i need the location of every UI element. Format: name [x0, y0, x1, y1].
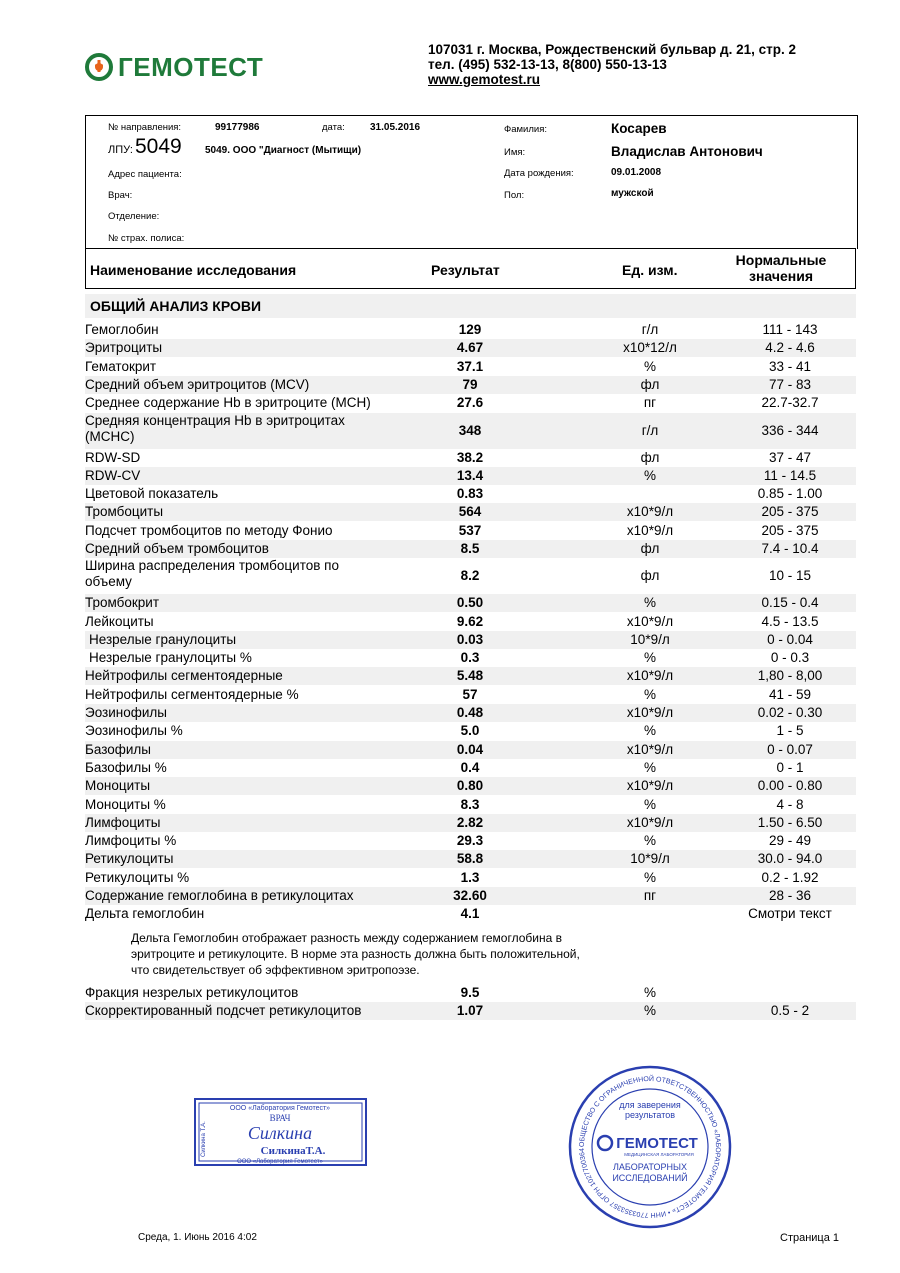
patient-info-box	[85, 115, 858, 249]
table-row	[85, 594, 856, 612]
row-unit: фл	[640, 377, 660, 392]
row-name	[85, 340, 162, 356]
row-name-line: Скорректированный подсчет ретикулоцитов	[85, 1003, 362, 1018]
table-row	[85, 796, 856, 814]
results-table-header	[85, 248, 856, 289]
row-unit: %	[643, 687, 656, 702]
row-norm: 0.2 - 1.92	[761, 870, 819, 885]
row-unit: %	[643, 359, 656, 374]
lpu-number: 5049	[135, 135, 182, 158]
row-name	[85, 395, 371, 411]
row-result: 0.80	[456, 778, 484, 793]
row-name-line: Лимфоциты %	[85, 833, 177, 848]
logo-text: ГЕМОТЕСТ	[118, 51, 264, 82]
row-norm: 336 - 344	[761, 423, 819, 438]
row-name	[85, 705, 167, 721]
row-result: 2.82	[456, 815, 484, 830]
row-unit: x10*9/л	[626, 523, 674, 538]
row-name-line: Нейтрофилы сегментоядерные	[85, 668, 283, 683]
stamp-top-text: ООО «Лаборатория Гемотест»	[229, 1105, 331, 1112]
row-unit: %	[643, 723, 656, 738]
row-unit: x10*9/л	[626, 705, 674, 720]
row-norm: Смотри текст	[748, 906, 832, 921]
table-row	[85, 777, 856, 795]
table-row	[85, 449, 856, 467]
row-result: 5.48	[456, 668, 484, 683]
stamp-line1: для заверения	[619, 1100, 681, 1110]
lab-round-stamp	[567, 1064, 733, 1230]
table-row	[85, 376, 856, 394]
row-name-line: RDW-SD	[85, 450, 141, 465]
row-name-line: Содержание гемоглобина в ретикулоцитах	[85, 888, 354, 903]
date-value: 31.05.2016	[370, 122, 421, 133]
row-norm: 0.00 - 0.80	[757, 778, 823, 793]
stamp-ring-text: ОБЩЕСТВО С ОГРАНИЧЕННОЙ ОТВЕТСТВЕННОСТЬЮ «ЛАБОРАТОРИЯ ГЕМОТЕСТ» • ИНН 7703353357 ОГРН 1027700364	[578, 1075, 722, 1219]
row-name	[85, 377, 309, 393]
row-norm: 111 - 143	[762, 322, 818, 337]
row-name	[85, 668, 283, 684]
row-result: 0.04	[456, 742, 484, 757]
row-norm: 4 - 8	[776, 797, 804, 812]
row-result: 8.2	[460, 568, 480, 583]
row-unit: фл	[640, 541, 660, 556]
row-unit: %	[643, 650, 656, 665]
logo-icon	[84, 52, 114, 82]
row-norm: 0.85 - 1.00	[757, 486, 823, 501]
table-row	[85, 667, 856, 685]
row-norm: 10 - 15	[768, 568, 812, 583]
doctor-stamp	[193, 1097, 368, 1167]
row-name-line: Подсчет тромбоцитов по методу Фонио	[85, 523, 333, 538]
surname-value: Косарев	[611, 121, 667, 136]
row-unit: пг	[643, 395, 657, 410]
row-name	[85, 1003, 361, 1019]
company-logo	[84, 50, 274, 84]
row-result: 537	[458, 523, 482, 538]
row-unit: пг	[643, 888, 657, 903]
row-name	[85, 870, 189, 886]
section-title: ОБЩИЙ АНАЛИЗ КРОВИ	[90, 298, 262, 314]
row-norm: 1,80 - 8,00	[757, 668, 823, 683]
insurance-label: № страх. полиса:	[108, 233, 185, 244]
table-row	[85, 631, 856, 649]
lpu-name: 5049. ООО "Диагност (Мытищи)	[205, 145, 362, 156]
row-result: 0.83	[456, 486, 484, 501]
lpu-label: ЛПУ:	[108, 144, 133, 156]
row-name	[85, 595, 159, 611]
row-name-line: Тромбоциты	[85, 504, 164, 519]
dob-value: 09.01.2008	[611, 167, 662, 178]
table-row	[85, 394, 856, 412]
row-unit: x10*9/л	[626, 668, 674, 683]
row-norm: 0.5 - 2	[770, 1003, 810, 1018]
row-name-line: объему	[85, 574, 132, 589]
row-name-line: Эритроциты	[85, 340, 163, 355]
row-name-line: Базофилы %	[85, 760, 167, 775]
name-value: Владислав Антонович	[611, 144, 763, 159]
row-norm: 205 - 375	[761, 523, 819, 538]
row-result: 38.2	[456, 450, 484, 465]
referral-label: № направления:	[108, 122, 182, 133]
row-name-line: Среднее содержание Hb в эритроците (MCH)	[85, 395, 371, 410]
row-result: 9.62	[456, 614, 484, 629]
row-name-line: Гемоглобин	[85, 322, 159, 337]
row-name	[85, 888, 354, 904]
row-norm: 0 - 0.04	[767, 632, 813, 647]
row-norm: 0 - 1	[776, 760, 804, 775]
row-name-line: Ретикулоциты %	[85, 870, 190, 885]
surname-label: Фамилия:	[504, 124, 547, 135]
table-row	[85, 905, 856, 923]
row-name	[85, 851, 173, 867]
row-result: 0.48	[456, 705, 484, 720]
row-name	[85, 322, 159, 338]
table-row	[85, 339, 856, 357]
row-result: 348	[458, 423, 482, 438]
row-unit: x10*9/л	[626, 504, 674, 519]
row-norm: 41 - 59	[768, 687, 812, 702]
table-row	[85, 649, 856, 667]
row-result: 8.3	[460, 797, 480, 812]
row-name	[85, 778, 150, 794]
row-result: 0.50	[456, 595, 484, 610]
date-label: дата:	[322, 122, 345, 133]
row-unit: 10*9/л	[630, 632, 670, 647]
row-result: 8.5	[460, 541, 480, 556]
address-label: Адрес пациента:	[108, 169, 182, 180]
row-norm: 4.2 - 4.6	[765, 340, 815, 355]
row-name-line: Ширина распределения тромбоцитов по	[85, 558, 339, 573]
stamp-side-text: Силкина Т.А.	[201, 1121, 207, 1157]
row-norm: 22.7-32.7	[761, 395, 819, 410]
row-unit: x10*12/л	[623, 340, 677, 355]
row-result: 564	[458, 504, 482, 519]
row-norm: 205 - 375	[761, 504, 819, 519]
row-name-line: Базофилы	[85, 742, 151, 757]
row-name-line: Эозинофилы	[85, 705, 167, 720]
row-unit: %	[643, 1003, 656, 1018]
table-row	[85, 413, 856, 449]
row-unit: %	[643, 797, 656, 812]
stamp-line2: результатов	[624, 1110, 676, 1120]
row-name	[85, 359, 156, 375]
table-row	[85, 613, 856, 631]
website-link[interactable]: www.gemotest.ru	[428, 72, 541, 87]
table-row	[85, 722, 856, 740]
row-unit: x10*9/л	[626, 815, 674, 830]
row-name	[85, 815, 160, 831]
row-unit: x10*9/л	[626, 742, 674, 757]
row-norm: 28 - 36	[768, 888, 812, 903]
row-result: 9.5	[460, 985, 480, 1000]
row-unit: %	[643, 760, 656, 775]
row-result: 1.3	[460, 870, 480, 885]
row-name-line: Нейтрофилы сегментоядерные %	[85, 687, 299, 702]
table-row	[85, 540, 856, 558]
stamp-line4: ИССЛЕДОВАНИЙ	[612, 1173, 688, 1183]
name-label: Имя:	[504, 147, 526, 158]
row-name-line: Ретикулоциты	[85, 851, 174, 866]
table-row	[85, 467, 856, 485]
col-norm-header	[731, 252, 831, 284]
row-name-line: (MCHC)	[85, 429, 135, 444]
print-date: Среда, 1. Июнь 2016 4:02	[138, 1232, 257, 1243]
row-result: 0.3	[460, 650, 480, 665]
row-norm: 1 - 5	[776, 723, 804, 738]
row-unit: %	[643, 595, 656, 610]
row-unit: x10*9/л	[626, 614, 674, 629]
col-norm-line2: значения	[749, 268, 813, 284]
table-row	[85, 686, 856, 704]
row-norm: 77 - 83	[768, 377, 812, 392]
table-row	[85, 984, 856, 1002]
row-result: 29.3	[456, 833, 484, 848]
row-name-line: Фракция незрелых ретикулоцитов	[85, 985, 299, 1000]
row-name-line: Дельта гемоглобин	[85, 906, 205, 921]
table-row	[85, 321, 856, 339]
col-norm-line1: Нормальные	[735, 252, 827, 268]
stamp-name: СилкинаТ.А.	[260, 1145, 326, 1157]
row-name	[85, 742, 151, 758]
row-name-line: Тромбокрит	[85, 595, 160, 610]
row-unit: %	[643, 985, 656, 1000]
sex-value: мужской	[611, 188, 654, 199]
row-norm: 37 - 47	[768, 450, 812, 465]
row-name	[85, 523, 333, 539]
row-name-line: Средний объем тромбоцитов	[85, 541, 269, 556]
row-result: 4.67	[456, 340, 484, 355]
row-name-line: Моноциты	[85, 778, 151, 793]
row-result: 129	[458, 322, 482, 337]
table-row	[85, 869, 856, 887]
row-name	[85, 833, 176, 849]
row-name	[85, 486, 218, 502]
row-result: 32.60	[453, 888, 487, 903]
col-unit-header: Ед. изм.	[622, 262, 678, 278]
row-norm: 11 - 14.5	[763, 468, 817, 483]
row-name-line: Эозинофилы %	[85, 723, 183, 738]
row-unit: %	[643, 870, 656, 885]
row-name-line: Цветовой показатель	[85, 486, 219, 501]
row-name	[85, 985, 298, 1001]
table-row	[85, 558, 856, 594]
row-name	[85, 504, 163, 520]
row-unit: г/л	[641, 322, 659, 337]
row-unit: фл	[640, 450, 660, 465]
row-result: 57	[462, 687, 478, 702]
row-name-line: Средний объем эритроцитов (MCV)	[85, 377, 310, 392]
doctor-label: Врач:	[108, 190, 133, 201]
phone-line: тел. (495) 532-13-13, 8(800) 550-13-13	[428, 57, 667, 72]
col-result-header: Результат	[431, 262, 500, 278]
table-row	[85, 814, 856, 832]
table-row	[85, 741, 856, 759]
row-unit: г/л	[641, 423, 659, 438]
table-row	[85, 759, 856, 777]
row-norm: 1.50 - 6.50	[757, 815, 823, 830]
row-name	[85, 614, 154, 630]
row-name	[85, 468, 140, 484]
row-name-line: Гематокрит	[85, 359, 157, 374]
row-result: 37.1	[456, 359, 484, 374]
table-row	[85, 503, 856, 521]
row-norm: 30.0 - 94.0	[757, 851, 823, 866]
row-name	[85, 723, 183, 739]
table-row	[85, 850, 856, 868]
stamp-brand-sub: МЕДИЦИНСКАЯ ЛАБОРАТОРИЯ	[624, 1152, 694, 1157]
row-result: 4.1	[460, 906, 480, 921]
row-norm: 0.15 - 0.4	[761, 595, 819, 610]
stamp-bottom-text: ООО «Лаборатория Гемотест»	[237, 1159, 323, 1165]
stamp-signature: Силкина	[247, 1123, 313, 1143]
row-norm: 7.4 - 10.4	[761, 541, 819, 556]
row-name-line: Незрелые гранулоциты %	[89, 650, 252, 665]
row-result: 58.8	[456, 851, 484, 866]
row-unit: фл	[640, 568, 660, 583]
row-result: 5.0	[460, 723, 480, 738]
sex-label: Пол:	[504, 190, 525, 201]
row-name	[85, 558, 339, 590]
row-norm: 0.02 - 0.30	[757, 705, 823, 720]
row-name	[89, 650, 252, 666]
row-unit: %	[643, 833, 656, 848]
row-norm: 4.5 - 13.5	[761, 614, 819, 629]
table-row	[85, 522, 856, 540]
row-name	[85, 450, 140, 466]
stamp-line3: ЛАБОРАТОРНЫХ	[613, 1162, 687, 1172]
table-row	[85, 485, 856, 503]
row-result: 79	[462, 377, 478, 392]
row-name-line: RDW-CV	[85, 468, 141, 483]
row-name-line: Моноциты %	[85, 797, 166, 812]
row-unit: 10*9/л	[630, 851, 670, 866]
table-row	[85, 1002, 856, 1020]
row-norm: 0 - 0.07	[767, 742, 813, 757]
table-row	[85, 704, 856, 722]
row-result: 1.07	[456, 1003, 484, 1018]
dob-label: Дата рождения:	[504, 168, 574, 179]
col-name-header: Наименование исследования	[90, 262, 297, 278]
row-norm: 29 - 49	[768, 833, 812, 848]
row-name	[85, 760, 167, 776]
department-label: Отделение:	[108, 211, 160, 222]
page-number: Страница 1	[780, 1232, 840, 1244]
row-name-line: Средняя концентрация Hb в эритроцитах	[85, 413, 345, 428]
referral-value: 99177986	[215, 122, 260, 133]
row-name-line: Лейкоциты	[85, 614, 154, 629]
row-name-line: Лимфоциты	[85, 815, 161, 830]
row-unit: %	[643, 468, 656, 483]
address-line: 107031 г. Москва, Рождественский бульвар д. 21, стр. 2	[428, 42, 796, 57]
delta-note: Дельта Гемоглобин отображает разность между содержанием гемоглобина в эритроците и ретикулоците. В норме эта разность должна быть положительной, что свидетельствует об эффективном эритропоэзе.	[131, 931, 580, 977]
row-name	[85, 413, 345, 445]
row-result: 0.03	[456, 632, 484, 647]
table-row	[85, 832, 856, 850]
row-norm: 0 - 0.3	[770, 650, 810, 665]
stamp-brand: ГЕМОТЕСТ	[616, 1135, 698, 1152]
row-result: 0.4	[460, 760, 480, 775]
table-row	[85, 887, 856, 905]
table-row	[85, 358, 856, 376]
stamp-title: ВРАЧ	[269, 1113, 291, 1123]
company-address	[428, 42, 796, 87]
row-name	[85, 906, 204, 922]
row-name	[85, 541, 269, 557]
row-result: 27.6	[456, 395, 484, 410]
row-name-line: Незрелые гранулоциты	[89, 632, 237, 647]
row-unit: x10*9/л	[626, 778, 674, 793]
row-norm: 33 - 41	[768, 359, 812, 374]
row-name	[85, 687, 299, 703]
row-name	[85, 797, 166, 813]
row-result: 13.4	[456, 468, 484, 483]
row-name	[89, 632, 236, 648]
